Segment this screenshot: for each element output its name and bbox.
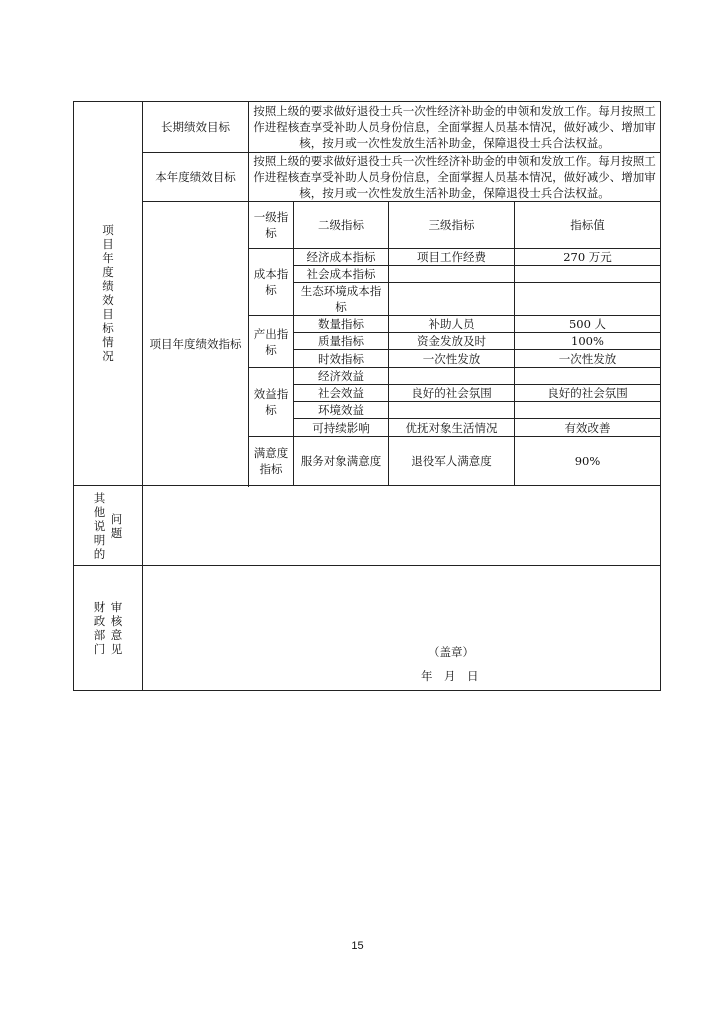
- level3-cell: 一次性发放: [389, 350, 515, 368]
- level3-cell: 资金发放及时: [389, 333, 515, 350]
- long-term-goal-label: 长期绩效目标: [143, 102, 249, 153]
- level2-cell: 质量指标: [294, 333, 389, 350]
- value-cell: 270 万元: [515, 249, 661, 266]
- level2-cell: 经济效益: [294, 368, 389, 385]
- annual-indicators-label: 项目年度绩效指标: [143, 202, 249, 486]
- header-level2: 二级指标: [294, 202, 389, 249]
- level3-cell: 优抚对象生活情况: [389, 419, 515, 437]
- level3-cell: 项目工作经费: [389, 249, 515, 266]
- level3-cell: [389, 283, 515, 316]
- finance-review-label: [74, 566, 143, 691]
- benefit-indicator-label: 效益指标: [249, 368, 294, 437]
- level2-cell: 环境效益: [294, 402, 389, 419]
- seal-placeholder: （盖章）: [428, 645, 474, 659]
- signature-area: [143, 566, 660, 690]
- level2-cell: 社会成本指标: [294, 266, 389, 283]
- finance-review-label-col2: 审 核 意 见: [110, 600, 123, 656]
- level2-cell: 可持续影响: [294, 419, 389, 437]
- long-term-goal-text: 按照上级的要求做好退役士兵一次性经济补助金的申领和发放工作。每月按照工作进程核查享受补助人员身份信息，全面掌握人员基本情况，做好减少、增加审核，按月或一次性发放生活补助金，保障退役士兵合法权益。: [249, 102, 661, 153]
- other-notes-label-col2: 问 题: [110, 511, 123, 540]
- performance-table: [73, 101, 661, 691]
- date-placeholder: 年 月 日: [421, 669, 479, 683]
- value-cell: [515, 368, 661, 385]
- value-cell: 有效改善: [515, 419, 661, 437]
- value-cell: 100%: [515, 333, 661, 350]
- level2-cell: 社会效益: [294, 385, 389, 402]
- value-cell: 90%: [515, 437, 661, 486]
- header-level3: 三级指标: [389, 202, 515, 249]
- project-performance-goal-label: [74, 102, 143, 486]
- value-cell: 良好的社会氛围: [515, 385, 661, 402]
- other-notes-content: [143, 486, 661, 566]
- level3-cell: 补助人员: [389, 316, 515, 333]
- level3-cell: [389, 402, 515, 419]
- level3-cell: [389, 368, 515, 385]
- indicator-header-row: [74, 202, 661, 249]
- other-notes-row: [74, 486, 661, 566]
- level3-cell: 良好的社会氛围: [389, 385, 515, 402]
- other-notes-label: [74, 486, 143, 566]
- satisfaction-indicator-label: 满意度指标: [249, 437, 294, 486]
- level2-cell: 生态环境成本指标: [294, 283, 389, 316]
- finance-review-content: [143, 566, 661, 691]
- other-notes-label-col1: 其 他 说 明 的: [93, 490, 106, 561]
- value-cell: 500 人: [515, 316, 661, 333]
- level2-cell: 数量指标: [294, 316, 389, 333]
- annual-goal-text: 按照上级的要求做好退役士兵一次性经济补助金的申领和发放工作。每月按照工作进程核查享受补助人员身份信息，全面掌握人员基本情况，做好减少、增加审核，按月或一次性发放生活补助金，保障退役士兵合法权益。: [249, 153, 661, 202]
- annual-goal-label: 本年度绩效目标: [143, 153, 249, 202]
- level3-cell: 退役军人满意度: [389, 437, 515, 486]
- finance-review-label-col1: 财 政 部 门: [93, 600, 106, 656]
- value-cell: [515, 283, 661, 316]
- finance-review-row: [74, 566, 661, 691]
- value-cell: [515, 402, 661, 419]
- annual-goal-row: [74, 153, 661, 202]
- header-value: 指标值: [515, 202, 661, 249]
- cost-indicator-label: 成本指标: [249, 249, 294, 316]
- level2-cell: 服务对象满意度: [294, 437, 389, 486]
- project-label-chars: 项 目 年 度 绩 效 目 标 情 况: [102, 223, 114, 363]
- level2-cell: 时效指标: [294, 350, 389, 368]
- value-cell: 一次性发放: [515, 350, 661, 368]
- level3-cell: [389, 266, 515, 283]
- output-indicator-label: 产出指标: [249, 316, 294, 368]
- header-level1: 一级指标: [249, 202, 294, 249]
- long-term-goal-row: [74, 102, 661, 153]
- page-number: 15: [351, 940, 364, 952]
- value-cell: [515, 266, 661, 283]
- level2-cell: 经济成本指标: [294, 249, 389, 266]
